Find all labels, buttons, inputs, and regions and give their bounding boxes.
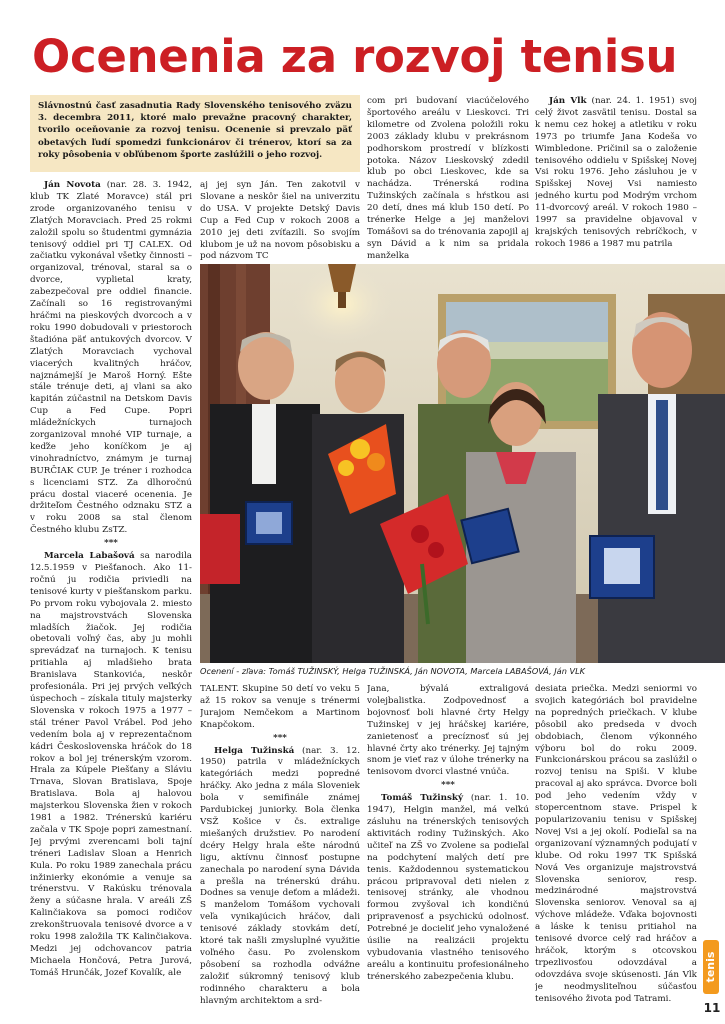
column-3-top: [367, 96, 529, 264]
person-name: Marcela Labašová: [44, 551, 135, 562]
paragraph-text: (nar. 24. 1. 1951) svoj celý život zasvätil tenisu. Dostal sa k nemu cez hokej a atletiku v roku 1973 po triumfe Jana Kodeša vo Wimbledone. Pričinil sa o založenie tenisového oddielu v Spišskej Novej Vsi roku 1976. Jeho zásluhou je v Spišskej Novej Vsi namiesto jedného kurtu pod Modrým vrchom 11-dvorcový areál. V rokoch 1980 – 1997 sa pravidelne objavoval v krajských tenisových rebríčkoch, v rokoch 1986 a 1987 mu patrila: [535, 96, 697, 249]
article-paragraph: [200, 180, 360, 263]
award-photo: [200, 264, 725, 663]
article-lead: Slávnostnú časť zasadnutia Rady Slovenského tenisového zväzu 3. decembra 2011, ktoré malo prevažne pracovný charakter, tvorilo oceňovanie za rozvoj tenisu. Ocenenie si prevzalo päť obetavých ľudí spomedzi funkcionárov či trénerov, ktorí sa za roky pôsobenia v obľúbenom športe zaslúžili o jeho rozvoj.: [30, 95, 360, 172]
column-4-top: [535, 96, 697, 264]
person-name: Helga Tužinská: [214, 745, 295, 756]
person-name: Ján Vlk: [549, 96, 587, 106]
article-paragraph: [535, 96, 697, 251]
column-2-bottom: [200, 684, 360, 1020]
person-name: Tomáš Tužinský: [381, 793, 464, 804]
page-number: 11: [703, 1001, 721, 1015]
paragraph-text: aj jej syn Ján. Ten zakotvil v Slovane a neskôr šiel na univerzitu do USA. V projekte Detský Davis Cup a Fed Cup v rokoch 2008 a 2010 jej deti zvíťazili. So svojím klubom je už na novom pôsobisku a pod názvom TC: [200, 180, 360, 262]
column-3-bottom: [367, 684, 529, 1020]
paragraph-text: TALENT. Skupine 50 detí vo veku 5 až 15 rokov sa venuje s trénermi Jurajom Nemčekom a Martinom Knapčokom.: [200, 684, 360, 730]
svg-text:tenis: tenis: [704, 951, 717, 983]
article-paragraph: [30, 551, 192, 980]
section-separator: ***: [104, 538, 118, 549]
paragraph-text: Jana, bývalá extraligová volejbalistka. Zodpovednosť a bojovnosť boli hlavné črty Helgy Tužinskej v jej hráčskej kariére, zanietenosť a precíznosť sú jej hlavné črty ako trénerky. Jej tajným snom je vieť raz v úlohe trénerky na tenisovom dvorci vlastné vnúča.: [367, 684, 529, 778]
tenis-brand-logo: [703, 940, 719, 994]
person-name: Ján Novota: [44, 180, 101, 190]
article-paragraph: [30, 180, 192, 537]
article-paragraph: [200, 746, 360, 1008]
article-paragraph: [367, 96, 529, 263]
section-separator: ***: [273, 732, 287, 743]
article-title: Ocenenia za rozvoj tenisu: [32, 30, 678, 83]
paragraph-text: com pri budovaní viacúčelového športového areálu v Lieskovci. Tri kilometre od Zvolena položili roku 2003 základy klubu v prekrásnom podhorskom prostredí v blízkosti potoka. Názov Lieskovský zdedil klub po obci Lieskovec, kde sa nachádza. Trénerská rodina Tužinských začínala s hŕstkou asi 20 detí, dnes má klub 150 detí. Po trénerke Helge a jej manželovi Tomášovi sa do trénovania zapojil aj syn Dávid a k nim sa pridala manželka: [367, 96, 529, 261]
article-paragraph: [535, 684, 697, 1005]
column-2-top: [200, 180, 360, 264]
column-4-bottom: [535, 684, 697, 1020]
section-separator: ***: [441, 780, 455, 791]
article-paragraph: [367, 793, 529, 984]
paragraph-text: (nar. 28. 3. 1942, klub TK Zlaté Moravce) stál pri zrode organizovaného tenisu v Zlatých Moravciach. Pred 25 rokmi založil spolu so študentmi gymnázia tenisový oddiel pri TJ CALEX. Od začiatku vykonával všetky činnosti – organizoval, trénoval, staral sa o dvorce, vyplietal kraty, zabezpečoval pre oddiel financie. Začínali so 16 registrovanými hráčmi na pieskových dvorcoch a v roku 1990 dobudovali v priestoroch štadióna päť antukových dvorcov. V Zlatých Moravciach vychoval viacerých kvalitných hráčov, najznámejší je Maroš Horný. Ešte stále trénuje deti, aj vlani sa ako kapitán zúčastnil na Detskom Davis Cup a Fed Cupe. Popri mládežníckych turnajoch zorganizoval mnohé VIP turnaje, a keďže jeho koníčkom je aj vinohradníctvo, známym je turnaj BURČIAK CUP. Je tréner i rozhodca s licenciami STZ. Za dlhoročnú prácu dostal viaceré ocenenia. Je držiteľom Čestného odznaku STZ a v roku 2008 sa stal členom Čestného klubu ZsTZ.: [30, 180, 192, 536]
article-paragraph: [367, 684, 529, 779]
award-photo-illustration: [200, 264, 725, 663]
paragraph-text: sa narodila 12.5.1959 v Piešťanoch. Ako 11-ročnú ju rodičia priviedli na tenisové kurty v piešťanskom parku. Po prvom roku vybojovala 2. miesto na majstrovstvách Slovenska mladších žiačok. Jej rodičia obetovali voľný čas, aby ju mohli sprevádzať na turnajoch. K tenisu pritiahla aj mladšieho brata Branislava Stankovića, neskôr profesionála. Pri jej prvých veľkých úspechoch – získala tituly majsterky Slovenska v rokoch 1975 a 1977 – stál tréner Pavol Vrábel. Pod jeho vedením bola aj v reprezentačnom kádri Československa hráčok do 18 rokov a bol jej trénerským vzorom. Hrala za Kúpele Piešťany a Sláviu Trnava, Slovan Bratislava, Spoje Bratislava. Bola aj halovou majsterkou Slovenska žien v rokoch 1981 a 1982. Trénerskú kariéru začala v TK Spoje popri zamestnaní. Jej prvými zverencami boli tajní tréneri Ladislav Sloan a Henrich Kula. Po roku 1989 zanechala prácu inžinierky ekonómie a venuje sa trénerstvu. V Rakúsku trénovala ženy a súčasne hrala. V areáli ZŠ Kalinčiakova sa pomoci rodičov zrekonštruovala tenisové dvorce a v roku 1998 založila TK Kalinčiakova. Medzi jej odchovancov patria Michaela Hončová, Petra Jurová, Tomáš Hrunčák, Jozef Kovalík, ale: [30, 551, 192, 978]
photo-caption: Ocenení - zľava: Tomáš TUŽINSKÝ, Helga TUŽINSKÁ, Ján NOVOTA, Marcela LABAŠOVÁ, Ján VLK: [200, 666, 586, 676]
column-1: [30, 180, 192, 1020]
article-paragraph: [200, 684, 360, 732]
paragraph-text: (nar. 3. 12. 1950) patrila v mládežníckych kategóriách medzi popredné hráčky. Ako jedna z mála Sloveniek bola v semifinále známej Pardubickej juniorky. Bola členka VSŽ Košice v čs. extralige miešaných družstiev. Po narodení dcéry Helgy hrala ešte národnú ligu, aktívnu činnosť postupne zanechala po narodení syna Dávida a prešla na trénerskú dráhu. Dodnes sa venuje deťom a mládeži. S manželom Tomášom vychovali veľa vynikajúcich hráčov, dali tenisové základy stovkám detí, ktoré tak našli zmysluplné využitie voľného času. Po zvolenskom pôsobení sa rozhodla odvážne založiť súkromný tenisový klub rodinného charakteru a bola hlavným architektom a srd-: [200, 745, 360, 1006]
paragraph-text: (nar. 1. 10. 1947), Helgin manžel, má veľkú zásluhu na trénerských tenisových aktivitách rodiny Tužinských. Ako učiteľ na ZŠ vo Zvolene sa podieľal na podchytení malých detí pre tenis. Každodennou systematickou prácou pripravoval deti nielen z tenisovej stránky, ale vhodnou formou zvyšoval ich kondičnú pripravenosť a psychickú odolnosť. Potrebné je docieliť jeho vynaložené úsilie na realizácii projektu vybudovania vlastného tenisového areálu a kontinuitu profesionálneho trénerského zabezpečenia klubu.: [367, 793, 529, 982]
paragraph-text: desiata priečka. Medzi seniormi vo svojich kategóriách bol pravidelne na popredných priečkach. V klube pôsobil ako predseda v dvoch obdobiach, členom výkonného výboru bol do roku 2009. Funkcionárskou prácou sa zaslúžil o rozvoj tenisu na Spiši. V klube pracoval aj ako správca. Dvorce boli pod jeho vedením vždy v stopercentnom stave. Prispel k popularizovaniu tenisu v Spišskej Novej Vsi a jej okolí. Podieľal sa na organizovaní významných podujatí v klube. Od roku 1997 TK Spišská Nová Ves organizuje majstrovstvá Slovenska seniorov, resp. medzinárodné majstrovstvá Slovenska seniorov. Venoval sa aj výchove mládeže. Vďaka bojovnosti a láske k tenisu pritiahol na tenisové dvorce celý rad hráčov a hráčok, ktorým s otcovskou trpezlivosťou odovzdával a odovzdáva svoje skúsenosti. Ján Vlk je neodmysliteľnou súčasťou tenisového života pod Tatrami.: [535, 684, 697, 1004]
